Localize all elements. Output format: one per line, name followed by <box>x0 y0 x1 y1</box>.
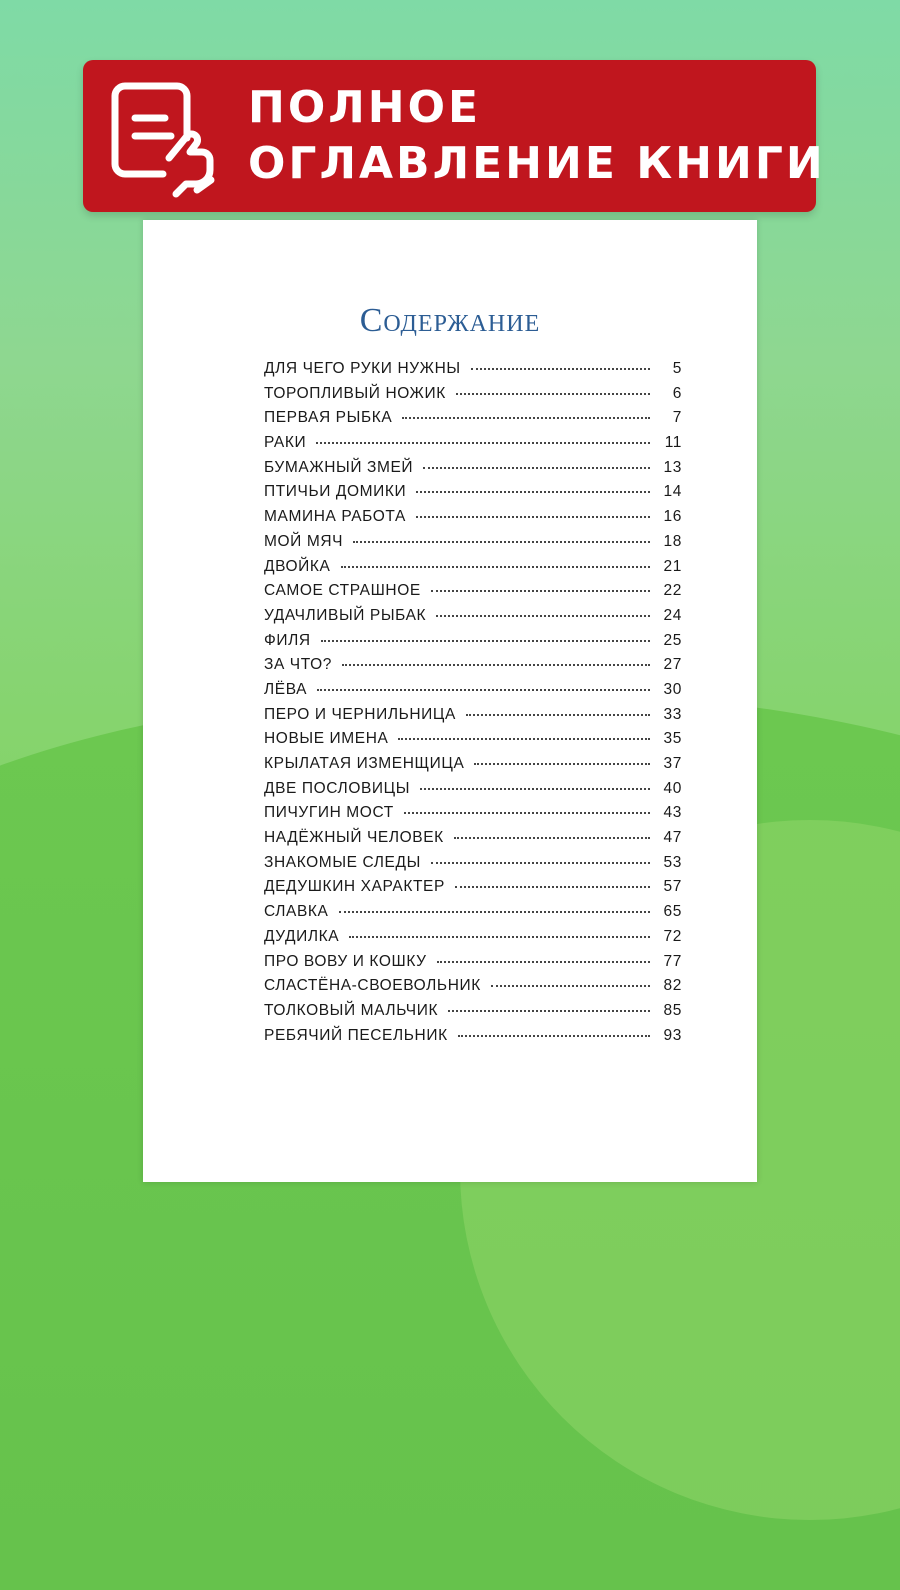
toc-entry-title: НОВЫЕ ИМЕНА <box>264 730 389 748</box>
toc-entry-title: ДВОЙКА <box>264 557 331 575</box>
toc-leader-dots <box>342 664 650 666</box>
toc-entry <box>264 681 682 706</box>
toc-entry <box>264 360 682 385</box>
book-page <box>143 220 757 1182</box>
toc-entry-title: ТОРОПЛИВЫЙ НОЖИК <box>264 384 446 402</box>
toc-leader-dots <box>466 714 650 716</box>
toc-leader-dots <box>420 788 650 790</box>
toc-entry <box>264 878 682 903</box>
toc-entry-page: 16 <box>663 508 682 526</box>
toc-entry-page: 40 <box>663 779 682 797</box>
toc-entry <box>264 755 682 780</box>
toc-entry-page: 14 <box>663 483 682 501</box>
toc-entry-page: 57 <box>663 878 682 896</box>
toc-entry-title: УДАЧЛИВЫЙ РЫБАК <box>264 606 427 624</box>
toc-leader-dots <box>349 936 650 938</box>
toc-entry <box>264 1027 682 1052</box>
toc-entry <box>264 854 682 879</box>
toc-entry <box>264 780 682 805</box>
toc-entry-page: 18 <box>663 532 682 550</box>
toc-entry <box>264 730 682 755</box>
toc-entry-title: СЛАВКА <box>264 903 329 921</box>
toc-leader-dots <box>321 640 650 642</box>
banner-title <box>248 80 826 192</box>
toc-entry <box>264 977 682 1002</box>
toc-leader-dots <box>416 491 650 493</box>
toc-entry-page: 53 <box>663 853 682 871</box>
toc-leader-dots <box>436 615 650 617</box>
toc-entry-title: РАКИ <box>264 434 307 452</box>
toc-leader-dots <box>458 1035 650 1037</box>
toc-title: Содержание <box>359 302 541 339</box>
toc-entry <box>264 607 682 632</box>
toc-entry-page: 13 <box>663 458 682 476</box>
toc-entry-title: ТОЛКОВЫЙ МАЛЬЧИК <box>264 1001 439 1019</box>
toc-entry-title: БУМАЖНЫЙ ЗМЕЙ <box>264 458 414 476</box>
toc-entry-title: ЛЁВА <box>264 680 308 698</box>
toc-entry-page: 37 <box>663 755 682 772</box>
toc-entry-page: 25 <box>663 631 682 649</box>
toc-entry-title: СЛАСТЁНА-СВОЕВОЛЬНИК <box>264 977 481 995</box>
toc-leader-dots <box>474 763 650 765</box>
toc-entry <box>264 1002 682 1027</box>
toc-leader-dots <box>448 1010 650 1012</box>
toc-leader-dots <box>404 812 650 814</box>
toc-entry-page: 11 <box>664 434 682 452</box>
toc-entry-page: 82 <box>663 977 682 995</box>
toc-entry-page: 22 <box>663 582 682 600</box>
toc-entry-title: ЗА ЧТО? <box>264 656 332 674</box>
toc-entry-page: 21 <box>663 557 682 575</box>
toc-entry-title: МОЙ МЯЧ <box>264 532 344 550</box>
toc-entry-title: ПЕРВАЯ РЫБКА <box>264 409 393 427</box>
toc-entry-title: САМОЕ СТРАШНОЕ <box>264 582 421 600</box>
toc-leader-dots <box>341 566 651 568</box>
toc-entry <box>264 558 682 583</box>
toc-entry-title: КРЫЛАТАЯ ИЗМЕНЩИЦА <box>264 755 465 772</box>
toc-leader-dots <box>437 961 650 963</box>
toc-entry-page: 72 <box>663 927 682 945</box>
toc-entry-title: НАДЁЖНЫЙ ЧЕЛОВЕК <box>264 829 444 847</box>
toc-entry <box>264 656 682 681</box>
toc-entry <box>264 632 682 657</box>
toc-entry-title: МАМИНА РАБОТА <box>264 508 406 526</box>
toc-leader-dots <box>339 911 651 913</box>
toc-entry-title: ДУДИЛКА <box>264 927 340 945</box>
toc-entry <box>264 829 682 854</box>
toc-leader-dots <box>431 590 650 592</box>
header-banner <box>83 60 826 212</box>
toc-leader-dots <box>402 417 650 419</box>
toc-entry <box>264 953 682 978</box>
toc-entry <box>264 928 682 953</box>
toc-entry <box>264 582 682 607</box>
toc-leader-dots <box>416 516 650 518</box>
toc-entry-title: ЗНАКОМЫЕ СЛЕДЫ <box>264 853 421 871</box>
toc-entry-title: ПРО ВОВУ И КОШКУ <box>264 952 427 970</box>
toc-entry-title: ПЕРО И ЧЕРНИЛЬНИЦА <box>264 705 456 723</box>
toc-entry-page: 65 <box>663 903 682 921</box>
toc-leader-dots <box>454 837 650 839</box>
toc-entry-page: 43 <box>663 804 682 822</box>
banner-title-line2: ОГЛАВЛЕНИЕ КНИГИ <box>248 138 826 189</box>
toc-entry-title: РЕБЯЧИЙ ПЕСЕЛЬНИК <box>264 1026 448 1044</box>
toc-entry-title: ДВЕ ПОСЛОВИЦЫ <box>264 779 411 797</box>
toc-leader-dots <box>431 862 650 864</box>
toc-list <box>264 360 682 1051</box>
toc-entry-page: 33 <box>663 705 682 723</box>
toc-entry-page: 35 <box>663 730 682 748</box>
toc-entry <box>264 385 682 410</box>
toc-entry-page: 6 <box>672 384 682 402</box>
toc-entry <box>264 459 682 484</box>
toc-entry-page: 27 <box>663 656 682 674</box>
toc-leader-dots <box>471 368 650 370</box>
toc-leader-dots <box>353 541 650 543</box>
toc-entry-page: 24 <box>663 606 682 624</box>
toc-entry-title: ПТИЧЬИ ДОМИКИ <box>264 483 407 501</box>
toc-entry-title: ДЕДУШКИН ХАРАКТЕР <box>264 878 445 896</box>
toc-leader-dots <box>423 467 650 469</box>
toc-entry-page: 93 <box>663 1026 682 1044</box>
toc-entry <box>264 706 682 731</box>
toc-entry-page: 5 <box>672 360 682 377</box>
toc-leader-dots <box>317 689 650 691</box>
toc-entry-title: ПИЧУГИН МОСТ <box>264 804 394 822</box>
toc-leader-dots <box>398 738 650 740</box>
toc-entry-page: 7 <box>672 409 682 427</box>
toc-entry-page: 30 <box>663 680 682 698</box>
toc-entry-page: 47 <box>663 829 682 847</box>
toc-leader-dots <box>491 985 650 987</box>
document-hand-icon <box>105 78 225 200</box>
toc-entry <box>264 434 682 459</box>
toc-entry-title: ДЛЯ ЧЕГО РУКИ НУЖНЫ <box>264 360 461 377</box>
toc-entry-title: ФИЛЯ <box>264 631 311 649</box>
toc-entry-page: 77 <box>663 952 682 970</box>
banner-title-line1: ПОЛНОЕ <box>248 82 482 133</box>
toc-entry <box>264 533 682 558</box>
toc-leader-dots <box>455 886 650 888</box>
toc-leader-dots <box>456 393 650 395</box>
toc-entry <box>264 804 682 829</box>
toc-leader-dots <box>316 442 650 444</box>
toc-entry <box>264 903 682 928</box>
toc-entry <box>264 508 682 533</box>
toc-entry-page: 85 <box>663 1001 682 1019</box>
toc-entry <box>264 409 682 434</box>
toc-entry <box>264 483 682 508</box>
